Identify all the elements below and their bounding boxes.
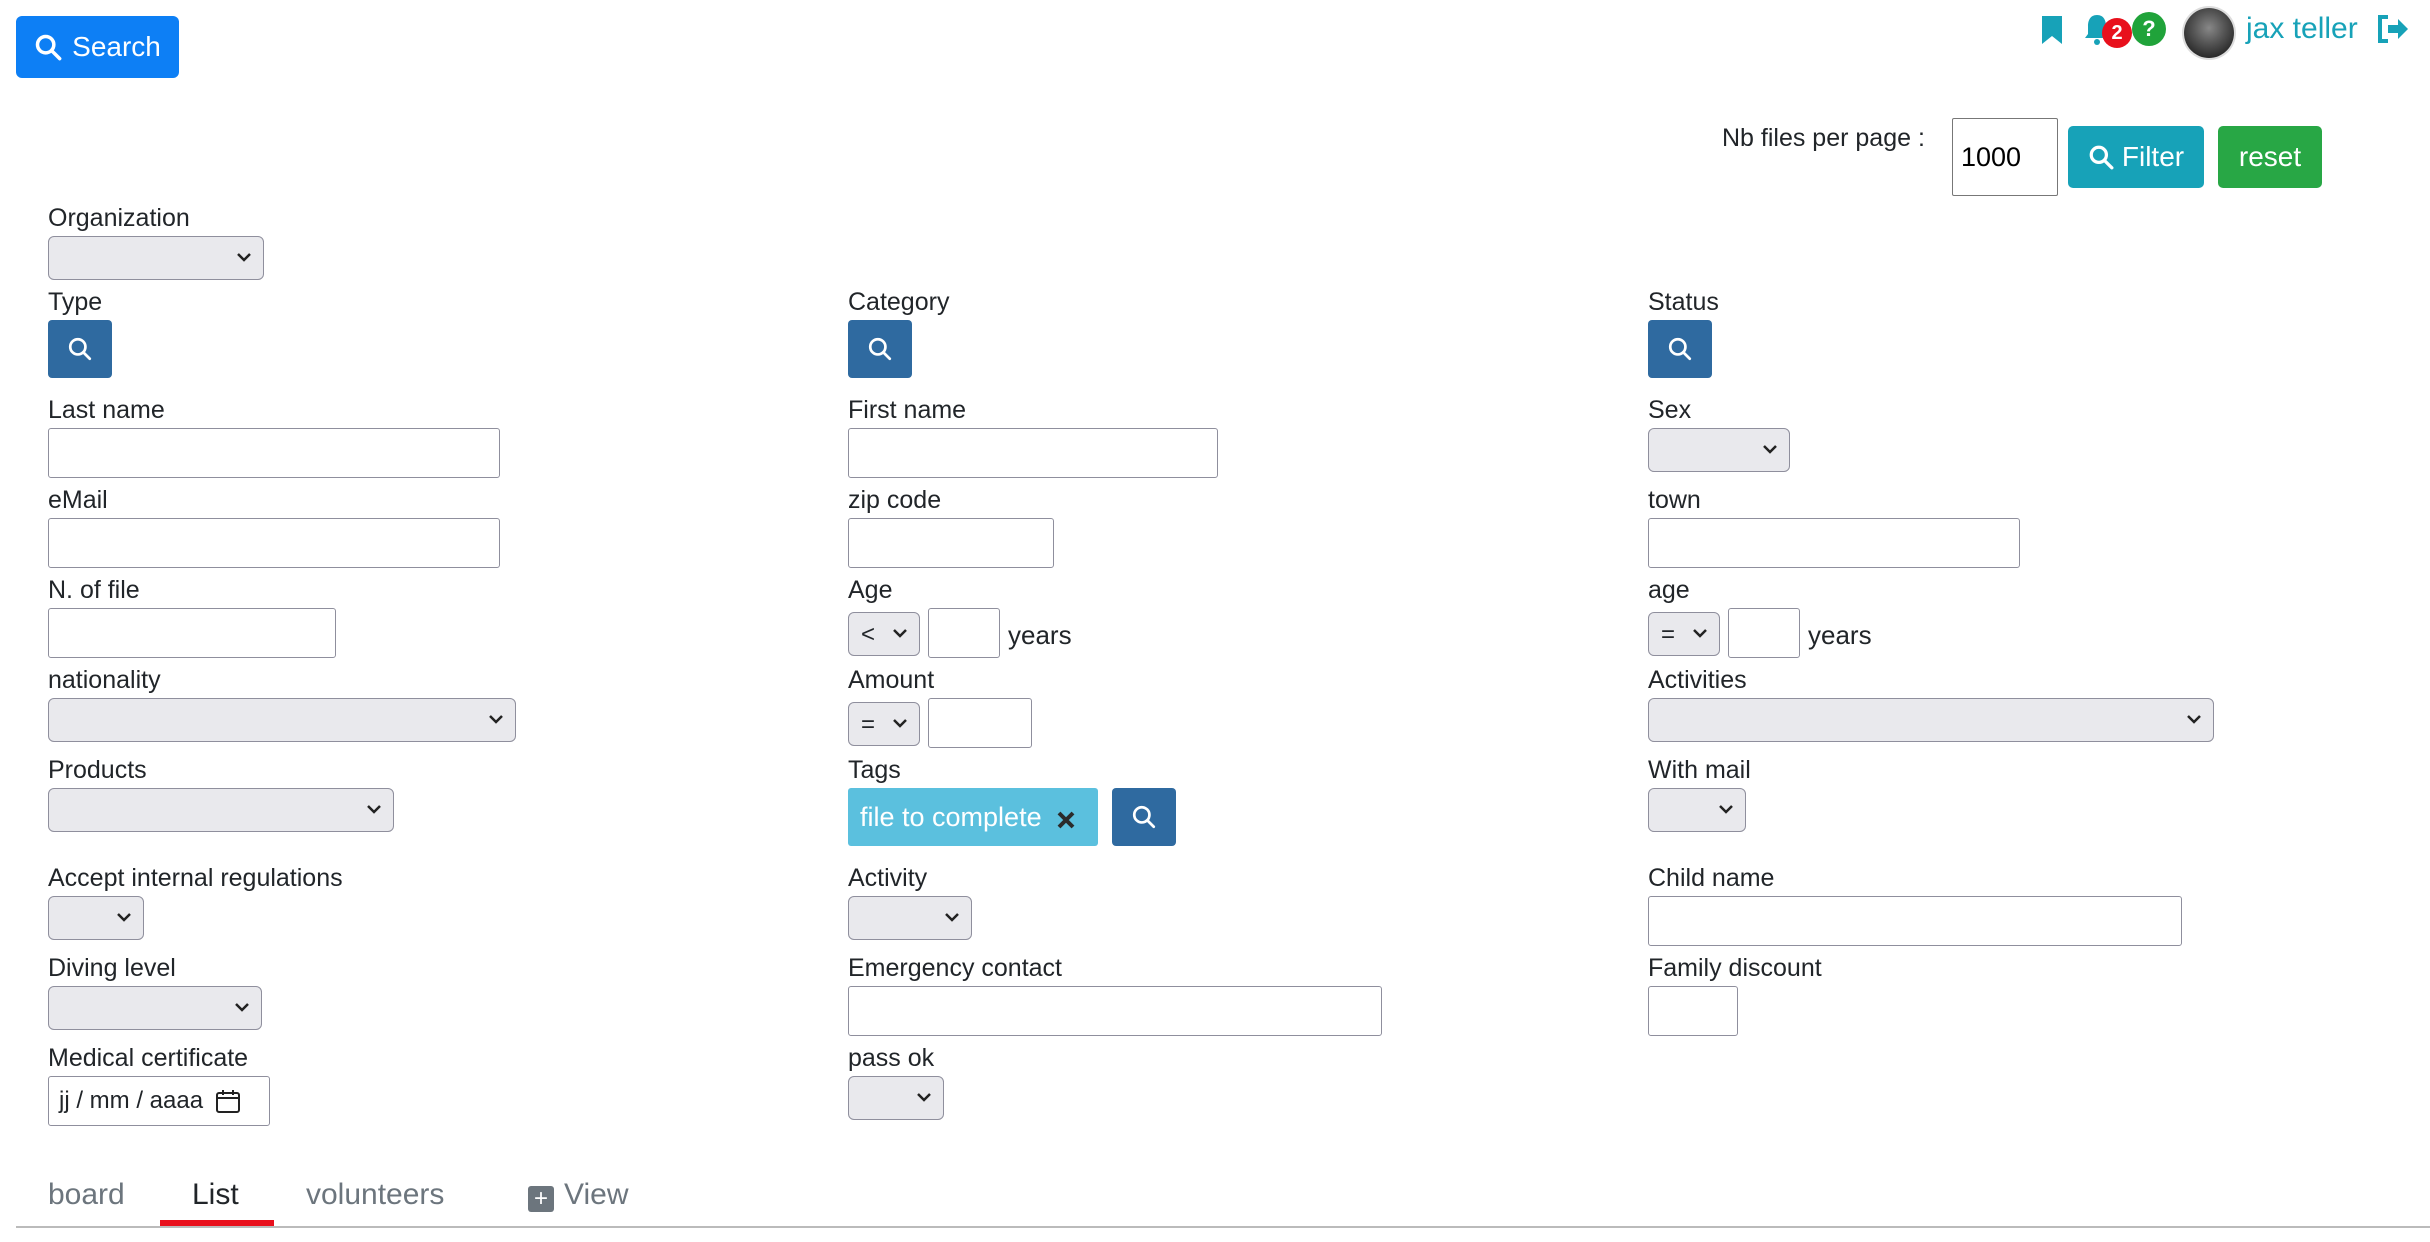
avatar[interactable] — [2184, 8, 2234, 58]
file-number-label: N. of file — [48, 576, 140, 604]
tab-view[interactable]: View — [564, 1178, 629, 1211]
accept-regulations-select[interactable] — [48, 896, 144, 940]
age2-unit: years — [1808, 620, 1872, 650]
family-discount-input[interactable] — [1648, 986, 1738, 1036]
diving-level-label: Diving level — [48, 954, 176, 982]
calendar-icon[interactable] — [215, 1088, 241, 1114]
tab-board[interactable]: board — [48, 1178, 125, 1211]
type-label: Type — [48, 288, 103, 316]
status-search-button[interactable] — [1648, 320, 1712, 378]
amount-input[interactable] — [928, 698, 1032, 748]
tags-label: Tags — [848, 756, 901, 784]
chevron-down-icon — [365, 800, 383, 818]
tag-chip — [848, 788, 1098, 846]
pass-ok-select[interactable] — [848, 1076, 944, 1120]
chevron-down-icon — [943, 908, 961, 926]
bookmark-icon[interactable] — [2040, 14, 2064, 51]
tabs-divider — [16, 1226, 2430, 1228]
status-label: Status — [1648, 288, 1719, 316]
search-button-label: Search — [72, 31, 161, 62]
amount-operator-select[interactable] — [848, 702, 920, 746]
chevron-down-icon — [487, 710, 505, 728]
medical-certificate-date-input[interactable] — [48, 1076, 270, 1126]
child-name-input[interactable] — [1648, 896, 2182, 946]
first-name-label: First name — [848, 396, 967, 424]
age2-label: age — [1648, 576, 1690, 604]
search-icon — [34, 33, 62, 61]
file-number-input[interactable] — [48, 608, 336, 658]
with-mail-label: With mail — [1648, 756, 1751, 784]
type-search-button[interactable] — [48, 320, 112, 378]
logout-icon[interactable] — [2376, 14, 2410, 49]
notification-badge: 2 — [2102, 18, 2132, 48]
chevron-down-icon — [1761, 440, 1779, 458]
search-icon — [67, 336, 93, 362]
town-label: town — [1648, 486, 1701, 514]
tab-list[interactable]: List — [192, 1178, 239, 1211]
chevron-down-icon — [915, 1088, 933, 1106]
search-icon — [1667, 336, 1693, 362]
chevron-down-icon — [235, 248, 253, 266]
nb-files-input[interactable] — [1952, 118, 2058, 196]
organization-label: Organization — [48, 204, 190, 232]
chevron-down-icon — [1691, 624, 1709, 642]
child-name-label: Child name — [1648, 864, 1775, 892]
category-search-button[interactable] — [848, 320, 912, 378]
search-icon — [867, 336, 893, 362]
tab-volunteers[interactable]: volunteers — [306, 1178, 445, 1211]
activity-select[interactable] — [848, 896, 972, 940]
nationality-select[interactable] — [48, 698, 516, 742]
last-name-input[interactable] — [48, 428, 500, 478]
family-discount-label: Family discount — [1648, 954, 1822, 982]
age2-input[interactable] — [1728, 608, 1800, 658]
nb-files-label: Nb files per page : — [1722, 124, 1925, 152]
zip-code-input[interactable] — [848, 518, 1054, 568]
last-name-label: Last name — [48, 396, 165, 424]
chevron-down-icon — [1717, 800, 1735, 818]
activity-label: Activity — [848, 864, 928, 892]
email-label: eMail — [48, 486, 108, 514]
category-label: Category — [848, 288, 950, 316]
amount-operator-value: = — [861, 711, 876, 738]
reset-button[interactable]: reset — [2218, 126, 2322, 188]
tags-search-button[interactable] — [1112, 788, 1176, 846]
emergency-contact-label: Emergency contact — [848, 954, 1062, 982]
email-input[interactable] — [48, 518, 500, 568]
with-mail-select[interactable] — [1648, 788, 1746, 832]
emergency-contact-input[interactable] — [848, 986, 1382, 1036]
sex-label: Sex — [1648, 396, 1692, 424]
age-operator-select[interactable] — [848, 612, 920, 656]
nationality-label: nationality — [48, 666, 161, 694]
chevron-down-icon — [2185, 710, 2203, 728]
search-button[interactable] — [16, 16, 179, 78]
pass-ok-label: pass ok — [848, 1044, 935, 1072]
filter-button-label: Filter — [2121, 141, 2185, 172]
medical-certificate-label: Medical certificate — [48, 1044, 249, 1072]
close-icon[interactable] — [1056, 810, 1076, 830]
tag-chip-label: file to complete — [860, 801, 1042, 832]
user-name[interactable]: jax teller — [2246, 12, 2358, 45]
help-icon[interactable]: ? — [2132, 12, 2166, 46]
chevron-down-icon — [115, 908, 133, 926]
age-unit: years — [1008, 620, 1072, 650]
products-select[interactable] — [48, 788, 394, 832]
activities-label: Activities — [1648, 666, 1747, 694]
age-operator-value: < — [861, 621, 876, 648]
age2-operator-value: = — [1661, 621, 1676, 648]
accept-regulations-label: Accept internal regulations — [48, 864, 343, 892]
chevron-down-icon — [891, 714, 909, 732]
organization-select[interactable] — [48, 236, 264, 280]
search-icon — [2088, 144, 2114, 170]
age-input[interactable] — [928, 608, 1000, 658]
amount-label: Amount — [848, 666, 935, 694]
activities-select[interactable] — [1648, 698, 2214, 742]
sex-select[interactable] — [1648, 428, 1790, 472]
filter-button[interactable] — [2068, 126, 2204, 188]
search-icon — [1131, 804, 1157, 830]
chevron-down-icon — [891, 624, 909, 642]
chevron-down-icon — [233, 998, 251, 1016]
diving-level-select[interactable] — [48, 986, 262, 1030]
town-input[interactable] — [1648, 518, 2020, 568]
products-label: Products — [48, 756, 147, 784]
date-placeholder: jj / mm / aaaa — [59, 1087, 204, 1114]
age-label: Age — [848, 576, 893, 604]
plus-square-icon: + — [528, 1186, 554, 1212]
age2-operator-select[interactable] — [1648, 612, 1720, 656]
zip-code-label: zip code — [848, 486, 942, 514]
first-name-input[interactable] — [848, 428, 1218, 478]
